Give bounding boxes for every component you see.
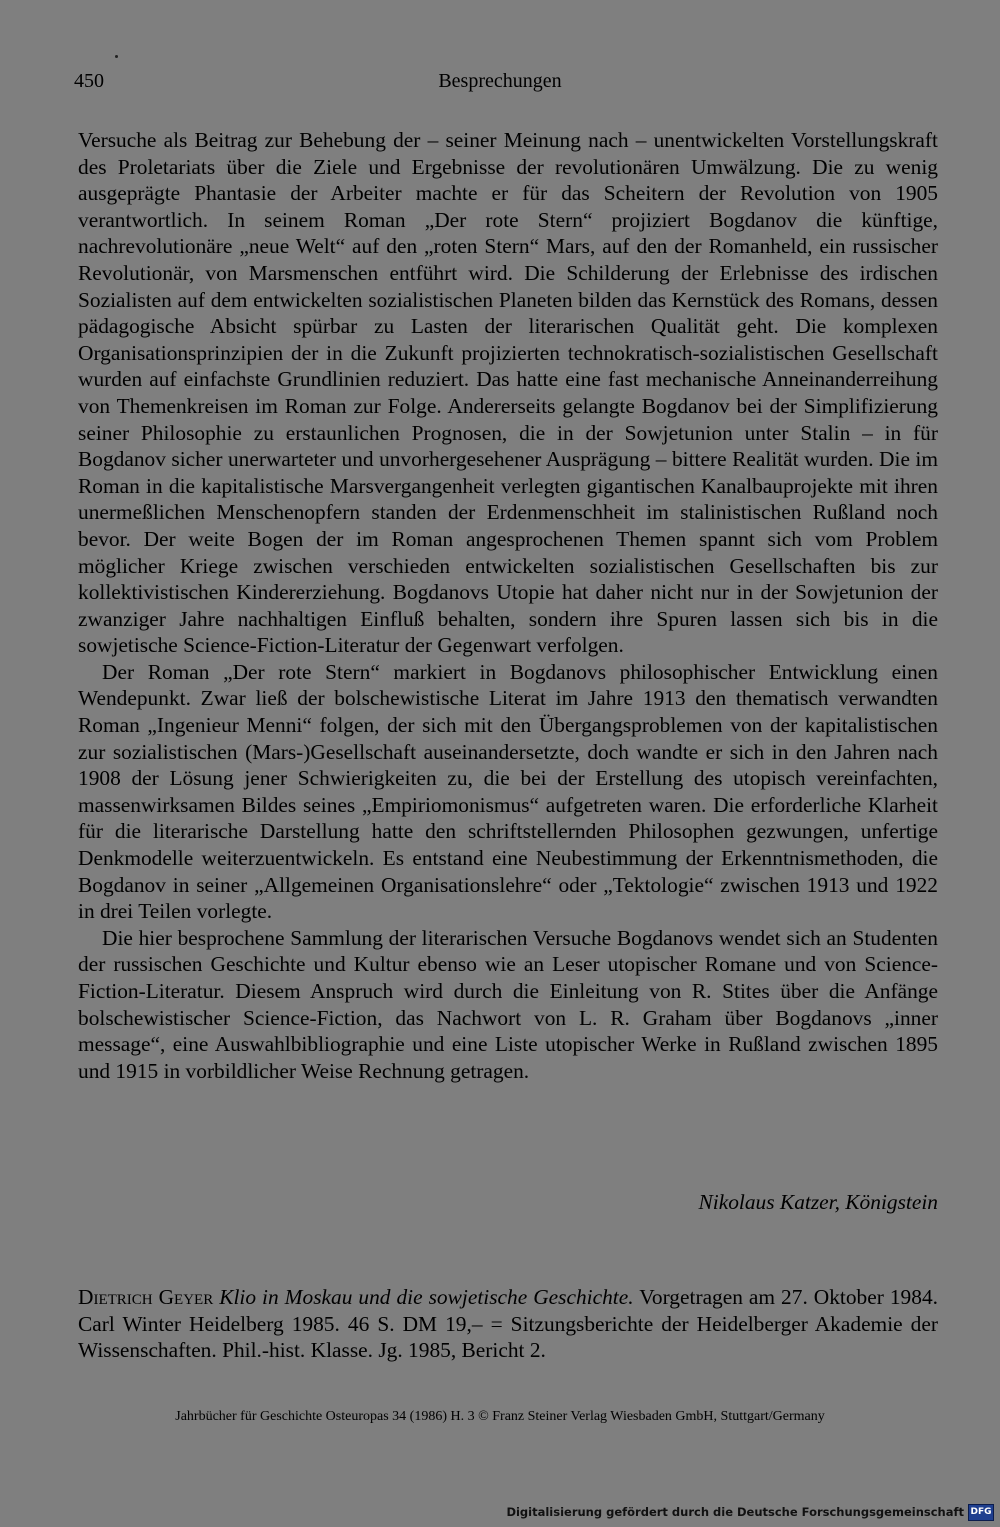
bibliographic-entry: [78, 1284, 938, 1364]
scan-speck: [115, 55, 118, 58]
review-paragraph-3: Die hier besprochene Sammlung der literarischen Versuche Bogdanovs wendet sich an Studenten der russischen Geschichte und Kultur ebenso wie an Leser utopischer Romane und von Science-Fiction-Literatur. Diesem Anspruch wird durch die Einleitung von R. Stites über die Anfänge bolschewistischer Science-Fiction, das Nachwort von L. R. Graham über Bogdanovs „inner message“, eine Auswahlbibliographie und eine Liste utopischer Werke in Rußland zwischen 1895 und 1915 in vorbildlicher Weise Rechnung getragen.: [78, 925, 938, 1083]
review-body: [78, 127, 938, 1084]
book-title: Klio in Moskau und die sowjetische Geschichte.: [219, 1285, 634, 1309]
dfg-logo-icon: DFG: [968, 1504, 994, 1521]
review-paragraph-1: Versuche als Beitrag zur Behebung der – seiner Meinung nach – unentwickelten Vorstellungskraft des Proletariats über die Ziele und Ergebnisse der revolutionären Umwälzung. Die zu wenig ausgeprägte Phantasie der Arbeiter machte er für das Scheitern der Revolution von 1905 verantwortlich. In seinem Roman „Der rote Stern“ projiziert Bogdanov die künftige, nachrevolutionäre „neue Welt“ auf den „roten Stern“ Mars, auf den der Romanheld, ein russischer Revolutionär, von Marsmenschen entführt wird. Die Schilderung der Erlebnisse des irdischen Sozialisten auf dem entwickelten sozialistischen Planeten bilden das Kernstück des Romans, dessen pädagogische Absicht spürbar zu Lasten der literarischen Qualität geht. Die komplexen Organisationsprinzipien der in die Zukunft projizierten technokratisch-sozialistischen Gesellschaft wurden auf einfachste Grundlinien reduziert. Das hatte eine fast mechanische Anneinanderreihung von Themenkreisen im Roman zur Folge. Andererseits gelangte Bogdanov bei der Simplifizierung seiner Philosophie zu erstaunlichen Prognosen, die in der Sowjetunion unter Stalin – in für Bogdanov sicher unerwarteter und unvorhergesehener Ausprägung – bittere Realität wurden. Die im Roman in die kapitalistische Marsvergangenheit verlegten gigantischen Kanalbauprojekte mit ihren unermeßlichen Menschenopfern standen der Erdenmenschheit im stalinistischen Rußland noch bevor. Der weite Bogen der im Roman angesprochenen Themen spannt sich vom Problem möglicher Kriege zwischen verschieden entwickelten sozialistischen Gesellschaften bis zur kollektivistischen Kindererziehung. Bogdanovs Utopie hat daher nicht nur in der Sowjetunion der zwanziger Jahre nachhaltigen Einfluß behalten, sondern ihre Spuren lassen sich bis in die sowjetische Science-Fiction-Literatur der Gegenwart verfolgen.: [78, 128, 938, 658]
book-author: Dietrich Geyer: [78, 1285, 214, 1309]
journal-footer: Jahrbücher für Geschichte Osteuropas 34 (1986) H. 3 © Franz Steiner Verlag Wiesbaden GmbH, Stuttgart/Germany: [175, 1409, 825, 1424]
review-paragraph-2: Der Roman „Der rote Stern“ markiert in Bogdanovs philosophischer Entwicklung einen Wendepunkt. Zwar ließ der bolschewistische Literat im Jahre 1913 den thematisch verwandten Roman „Ingenieur Menni“ folgen, der sich mit den Übergangsproblemen von der kapitalistischen zur sozialistischen (Mars-)Gesellschaft auseinandersetzte, doch wandte er sich in den Jahren nach 1908 der Lösung jener Schwierigkeiten zu, die bei der Erstellung des utopisch vereinfachten, massenwirksamen Bildes seines „Empiriomonismus“ aufgetreten waren. Die erforderliche Klarheit für die literarische Darstellung hatte den schriftstellernden Philosophen gezwungen, unfertige Denkmodelle weiterzuentwickeln. Es entstand eine Neubestimmung der Erkenntnismethoden, die Bogdanov in seiner „Allgemeinen Organisationslehre“ oder „Tektologie“ zwischen 1913 und 1922 in drei Teilen vorlegte.: [78, 659, 938, 924]
digitization-notice: [506, 1501, 1000, 1523]
digitization-notice-text: Digitalisierung gefördert durch die Deutsche Forschungsgemeinschaft: [506, 1505, 964, 1519]
reviewer-signature: Nikolaus Katzer, Königstein: [698, 1190, 938, 1214]
page-number: 450: [74, 70, 104, 92]
book-details: Vorgetragen am 27. Oktober 1984. Carl Winter Heidelberg 1985. 46 S. DM 19,– = Sitzungsberichte der Heidelberger Akademie der Wissenschaften. Phil.-hist. Klasse. Jg. 1985, Bericht 2.: [78, 1285, 938, 1363]
running-head: Besprechungen: [438, 70, 562, 92]
